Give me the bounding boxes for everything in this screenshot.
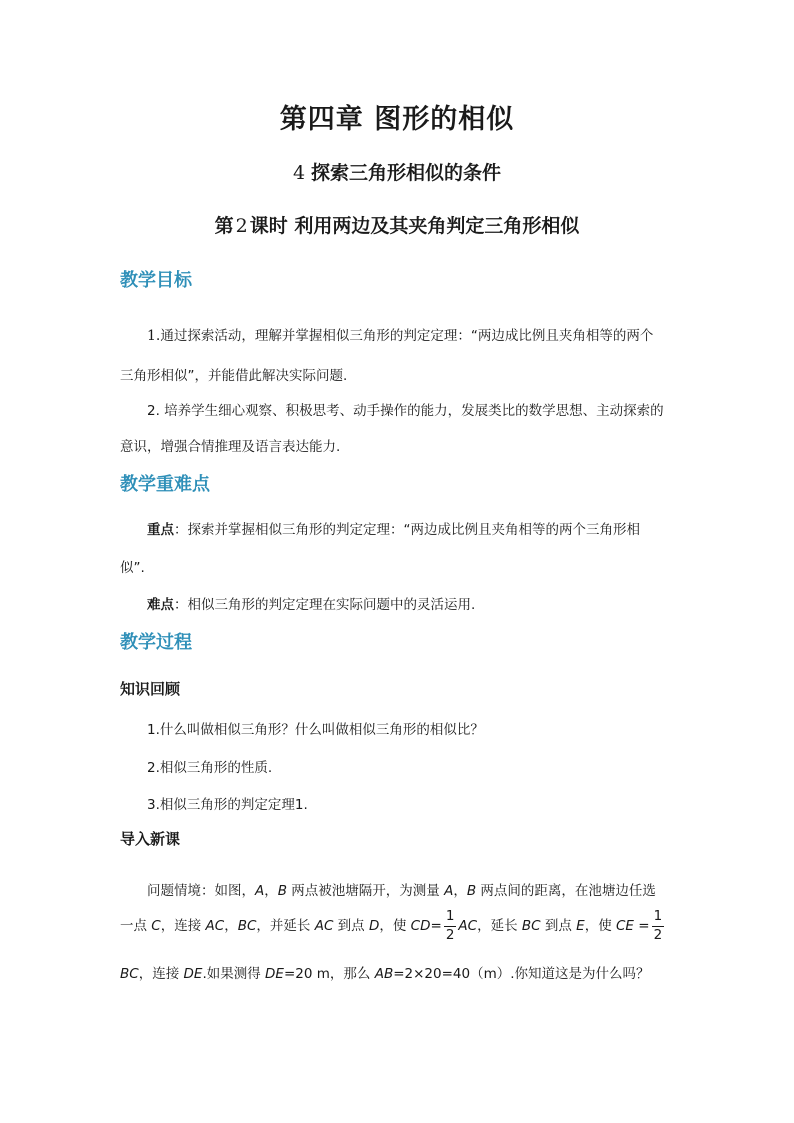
segment-label: AC xyxy=(458,918,478,934)
segment-label: DE xyxy=(183,966,203,982)
focus-line-2: 似”. xyxy=(120,560,145,576)
point-label: A xyxy=(444,883,454,899)
segment-label: BC xyxy=(521,918,541,934)
equals-sign: = xyxy=(430,918,442,934)
objectives-heading: 教学目标 xyxy=(120,270,192,291)
segment-label: AC xyxy=(314,918,334,934)
scenario-text: ， xyxy=(224,918,238,934)
review-question-3: 3.相似三角形的判定定理1. xyxy=(147,797,308,813)
focus-line-1 xyxy=(147,518,640,538)
process-heading: 教学过程 xyxy=(120,632,192,653)
scenario-text: .如果测得 xyxy=(202,966,266,982)
review-question-2: 2.相似三角形的性质. xyxy=(147,760,273,776)
intro-heading: 导入新课 xyxy=(120,830,181,848)
point-label: D xyxy=(368,918,380,934)
objective-1-line-1 xyxy=(147,324,653,344)
difficulty-label: 难点 xyxy=(147,597,174,613)
segment-label: BC xyxy=(237,918,257,934)
point-label: A xyxy=(255,883,265,899)
scenario-line-3 xyxy=(120,962,650,982)
scenario-line-2 xyxy=(120,910,666,942)
lesson-prefix: 第 xyxy=(214,215,234,237)
fraction-denominator: 2 xyxy=(445,926,455,943)
review-heading: 知识回顾 xyxy=(120,680,181,698)
equals-sign: = xyxy=(633,918,650,934)
scenario-text: 到点 xyxy=(540,918,577,934)
fraction-one-half xyxy=(444,910,457,942)
fraction-one-half xyxy=(652,910,665,942)
focus-text: ：探索并掌握相似三角形的判定定理：“两边成比例且夹角相等的两个三角形相 xyxy=(174,522,640,538)
scenario-text: ，连接 xyxy=(160,918,206,934)
scenario-text: ，连接 xyxy=(138,966,184,982)
point-label: E xyxy=(576,918,585,934)
scenario-text: =20 m，那么 xyxy=(283,966,375,982)
lesson-suffix: 课时 利用两边及其夹角判定三角形相似 xyxy=(249,215,580,237)
scenario-text: ，使 xyxy=(584,918,616,934)
scenario-text: 问题情境：如图， xyxy=(147,883,255,899)
difficulty-line xyxy=(147,593,475,613)
point-label: B xyxy=(466,883,477,899)
scenario-text: =2×20=40（m）.你知道这是为什么吗？ xyxy=(393,966,650,982)
section-number: 4 xyxy=(292,162,306,184)
segment-label: AB xyxy=(374,966,394,982)
scenario-text: 到点 xyxy=(333,918,369,934)
scenario-line-1 xyxy=(147,879,656,899)
objective-1-number: 1. xyxy=(147,328,161,344)
scenario-text: ， xyxy=(264,883,278,899)
scenario-text: ， xyxy=(453,883,467,899)
scenario-text: 一点 xyxy=(120,918,152,934)
segment-label: CE xyxy=(616,918,634,934)
section-title-text: 探索三角形相似的条件 xyxy=(311,162,502,184)
objective-2-line-2: 意识，增强合情推理及语言表达能力. xyxy=(120,439,341,455)
fraction-denominator: 2 xyxy=(653,926,663,943)
lesson-title xyxy=(0,211,794,238)
point-label: C xyxy=(151,918,161,934)
segment-label: AC xyxy=(205,918,225,934)
difficulty-text: ：相似三角形的判定定理在实际问题中的灵活运用. xyxy=(174,597,476,613)
fraction-numerator: 1 xyxy=(444,910,457,927)
lesson-number: 2 xyxy=(235,215,248,237)
segment-label: BC xyxy=(120,966,139,982)
focus-label: 重点 xyxy=(147,522,174,538)
fraction-numerator: 1 xyxy=(652,910,665,927)
key-points-heading: 教学重难点 xyxy=(120,474,210,495)
review-question-1: 1.什么叫做相似三角形？什么叫做相似三角形的相似比？ xyxy=(147,722,484,738)
chapter-title: 第四章 图形的相似 xyxy=(279,104,515,135)
objective-2-line-1: 2. 培养学生细心观察、积极思考、动手操作的能力，发展类比的数学思想、主动探索的 xyxy=(147,403,664,419)
scenario-text: ，并延长 xyxy=(256,918,315,934)
segment-label: DE xyxy=(265,966,284,982)
scenario-text: 两点被池塘隔开，为测量 xyxy=(287,883,445,899)
section-title xyxy=(0,158,794,185)
point-label: B xyxy=(277,883,288,899)
scenario-text: ，使 xyxy=(379,918,411,934)
segment-label: CD xyxy=(410,918,431,934)
scenario-text: 两点间的距离，在池塘边任选 xyxy=(476,883,656,899)
objective-1-line-2: 三角形相似”，并能借此解决实际问题. xyxy=(120,368,348,384)
objective-1-text: 通过探索活动，理解并掌握相似三角形的判定定理：“两边成比例且夹角相等的两个 xyxy=(160,328,654,344)
scenario-text: ，延长 xyxy=(477,918,522,934)
